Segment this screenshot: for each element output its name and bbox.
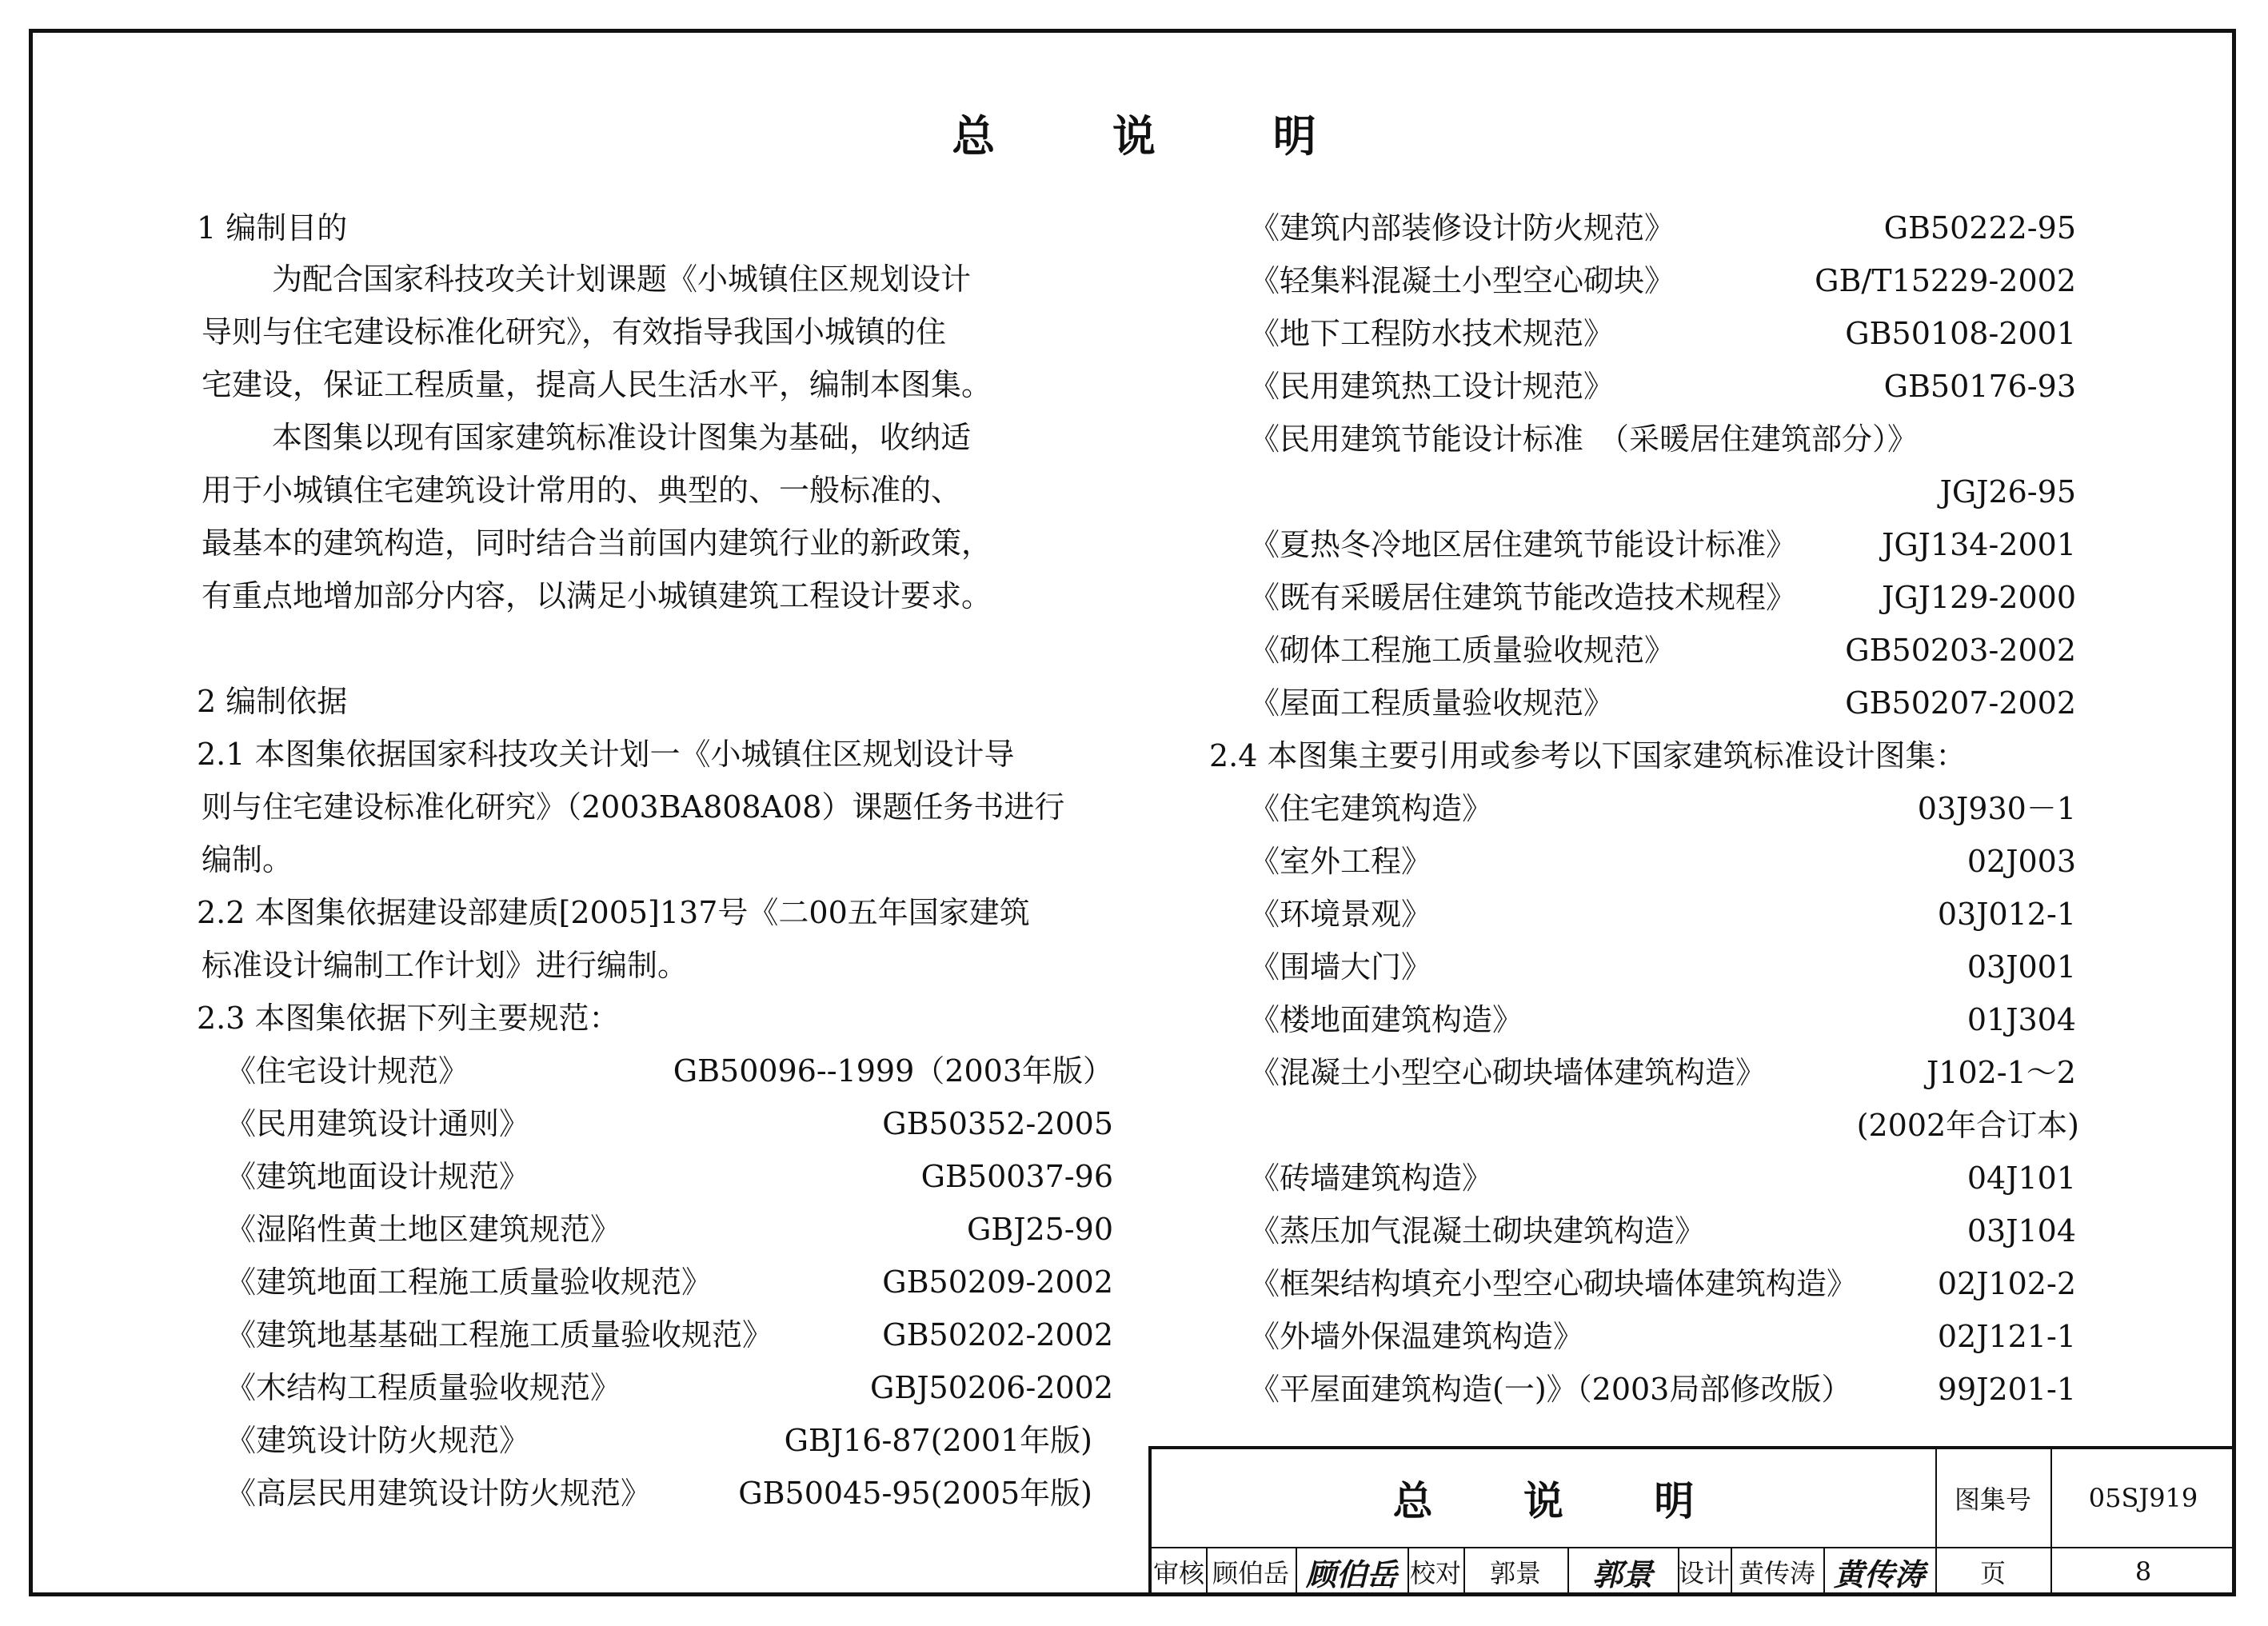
design-label: 设计 (1678, 1558, 1730, 1588)
atlas-row (1249, 1002, 2076, 1037)
page-label: 页 (1979, 1558, 2006, 1588)
spec-name: 《夏热冬冷地区居住建筑节能设计标准》 (1249, 527, 1797, 562)
reviewer-signature: 顾伯岳 (1305, 1556, 1397, 1592)
p24-heading: 2.4 本图集主要引用或参考以下国家建筑标准设计图集： (1209, 738, 1967, 773)
spec-name: 《民用建筑热工设计规范》 (1249, 369, 1615, 404)
spec-row (226, 1214, 1113, 1246)
designer-name: 黄传涛 (1738, 1558, 1815, 1588)
atlas-name: 《混凝土小型空心砌块墙体建筑构造》 (1249, 1055, 1767, 1090)
atlas-code: 02J003 (1967, 844, 2076, 879)
spec-code: GBJ25-90 (966, 1212, 1113, 1247)
section1-heading: 1 编制目的 (197, 210, 348, 246)
spec-row (1249, 685, 2076, 721)
spec-code: GB50096--1999（2003年版） (673, 1053, 1113, 1089)
spec-code: GB50176-93 (1883, 369, 2076, 404)
p22-line: 标准设计编制工作计划》进行编制。 (202, 948, 689, 983)
spec-code: GB50352-2005 (882, 1106, 1113, 1141)
spec-row (226, 1317, 1113, 1352)
spec-name: 《民用建筑设计通则》 (226, 1106, 530, 1141)
para1-line: 宅建设，保证工程质量，提高人民生活水平，编制本图集。 (202, 367, 992, 402)
atlas-row (1249, 1163, 2076, 1195)
spec-row (1249, 635, 2076, 667)
spec-row (1249, 210, 2076, 246)
p23-heading: 2.3 本图集依据下列主要规范： (197, 1001, 620, 1036)
p22-line: 2.2 本图集依据建设部建质[2005]137号《二00五年国家建筑 (197, 895, 1030, 930)
spec-row (226, 1053, 1113, 1089)
spec-row (226, 1106, 1113, 1141)
spec-code-energy: JGJ26-95 (1939, 474, 2076, 509)
atlas-code: 04J101 (1967, 1161, 2076, 1196)
atlas-code: 99J201-1 (1937, 1372, 2076, 1407)
spec-code: GBJ50206-2002 (870, 1370, 1113, 1405)
spec-row (226, 1478, 1092, 1510)
spec-name: 《砌体工程施工质量验收规范》 (1249, 633, 1675, 668)
spec-row (1249, 318, 2076, 350)
atlas-name: 《环境景观》 (1249, 897, 1432, 932)
atlas-row (1249, 949, 2076, 985)
spec-row (226, 1425, 1092, 1457)
checker-signature: 郭景 (1591, 1556, 1653, 1592)
atlas-name: 《平屋面建筑构造(一)》（2003局部修改版） (1249, 1372, 1852, 1407)
spec-name: 《木结构工程质量验收规范》 (226, 1370, 621, 1405)
atlas-name: 《蒸压加气混凝土砌块建筑构造》 (1249, 1213, 1706, 1248)
para2-line: 有重点地增加部分内容，以满足小城镇建筑工程设计要求。 (202, 578, 992, 613)
spec-row (1249, 371, 2076, 403)
spec-name: 《轻集料混凝土小型空心砌块》 (1249, 263, 1675, 298)
atlas-name: 《外墙外保温建筑构造》 (1249, 1319, 1584, 1354)
page-number: 8 (2134, 1556, 2152, 1587)
atlas-name: 《室外工程》 (1249, 844, 1432, 879)
spec-row (1249, 263, 2076, 298)
atlas-name: 《住宅建筑构造》 (1249, 791, 1493, 826)
atlas-row (1249, 899, 2076, 931)
atlas-row (1249, 793, 2076, 825)
spec-name: 《地下工程防水技术规范》 (1249, 316, 1615, 351)
atlas-code: J102-1～2 (1927, 1055, 2076, 1090)
atlas-row (1249, 1057, 2076, 1089)
atlas-number: 05SJ919 (2088, 1483, 2198, 1513)
atlas-name: 《框架结构填充小型空心砌块墙体建筑构造》 (1249, 1266, 1858, 1301)
spec-row (1249, 529, 2076, 561)
atlas-code: 03J001 (1967, 949, 2076, 985)
spec-name: 《建筑内部装修设计防火规范》 (1249, 210, 1675, 246)
atlas-code: 03J930－1 (1917, 791, 2076, 826)
spec-code: GB50203-2002 (1845, 633, 2076, 668)
atlas-name: 《楼地面建筑构造》 (1249, 1002, 1523, 1037)
page-title: 总 说 明 (952, 111, 1368, 162)
spec-row (226, 1161, 1113, 1193)
spec-code: JGJ129-2000 (1882, 580, 2076, 615)
title-block (1148, 1446, 2236, 1596)
spec-code: GB50207-2002 (1845, 685, 2076, 721)
review-label: 审核 (1152, 1558, 1204, 1588)
spec-code: GB50209-2002 (882, 1264, 1113, 1300)
spec-name: 《建筑地面工程施工质量验收规范》 (226, 1264, 713, 1300)
p21-line: 2.1 本图集依据国家科技攻关计划一《小城镇住区规划设计导 (197, 737, 1015, 772)
spec-code: GB50202-2002 (882, 1317, 1113, 1352)
atlas-name: 《砖墙建筑构造》 (1249, 1161, 1493, 1196)
spec-name: 《住宅设计规范》 (226, 1053, 469, 1089)
p21-line: 编制。 (202, 842, 293, 877)
atlas-code: 03J104 (1967, 1213, 2076, 1248)
checker-name: 郭景 (1489, 1558, 1541, 1588)
atlas-row (1249, 1268, 2076, 1300)
spec-name: 《高层民用建筑设计防火规范》 (226, 1476, 652, 1511)
para2-line: 用于小城镇住宅建筑设计常用的、典型的、一般标准的、 (202, 473, 962, 508)
spec-code: GB50045-95(2005年版) (738, 1476, 1092, 1511)
atlas-row (1249, 846, 2076, 878)
para1-line: 导则与住宅建设标准化研究》，有效指导我国小城镇的住 (202, 314, 947, 350)
atlas-row (1249, 1213, 2076, 1248)
para1-line: 为配合国家科技攻关计划课题《小城镇住区规划设计 (272, 262, 972, 297)
reviewer-name: 顾伯岳 (1212, 1558, 1289, 1588)
spec-code: GB50222-95 (1883, 210, 2076, 246)
spec-name: 《建筑地面设计规范》 (226, 1159, 530, 1194)
title-block-title: 总 说 明 (1392, 1478, 1733, 1524)
spec-name: 《建筑设计防火规范》 (226, 1423, 530, 1458)
spec-code: GBJ16-87(2001年版) (784, 1423, 1092, 1458)
atlas-code: 03J012-1 (1937, 897, 2076, 932)
para2-line: 本图集以现有国家建筑标准设计图集为基础，收纳适 (272, 420, 972, 455)
designer-signature: 黄传涛 (1833, 1556, 1925, 1592)
atlas-row (1249, 1374, 2076, 1406)
spec-row (226, 1264, 1113, 1300)
atlas-code: 02J121-1 (1937, 1319, 2076, 1354)
atlas-number-label: 图集号 (1954, 1484, 2031, 1515)
spec-name: 《建筑地基基础工程施工质量验收规范》 (226, 1317, 773, 1352)
spec-code: JGJ134-2001 (1882, 527, 2076, 562)
spec-name: 《屋面工程质量验收规范》 (1249, 685, 1615, 721)
spec-code: GB/T15229-2002 (1815, 263, 2076, 298)
atlas-code: 01J304 (1967, 1002, 2076, 1037)
spec-name-energy: 《民用建筑节能设计标准 （采暖居住建筑部分）》 (1249, 421, 1919, 457)
p21-line: 则与住宅建设标准化研究》（2003BA808A08）课题任务书进行 (202, 789, 1065, 825)
spec-name: 《湿陷性黄土地区建筑规范》 (226, 1212, 621, 1247)
atlas-code: 02J102-2 (1937, 1266, 2076, 1301)
check-label: 校对 (1409, 1558, 1461, 1588)
spec-row (1249, 582, 2076, 614)
atlas-note: (2002年合订本) (1856, 1108, 2079, 1143)
atlas-name: 《围墙大门》 (1249, 949, 1432, 985)
spec-code: GB50108-2001 (1845, 316, 2076, 351)
para2-line: 最基本的建筑构造，同时结合当前国内建筑行业的新政策， (202, 525, 992, 561)
section2-heading: 2 编制依据 (197, 684, 348, 719)
spec-row (226, 1372, 1113, 1404)
atlas-row (1249, 1321, 2076, 1353)
spec-code: GB50037-96 (920, 1159, 1113, 1194)
spec-name: 《既有采暖居住建筑节能改造技术规程》 (1249, 580, 1797, 615)
